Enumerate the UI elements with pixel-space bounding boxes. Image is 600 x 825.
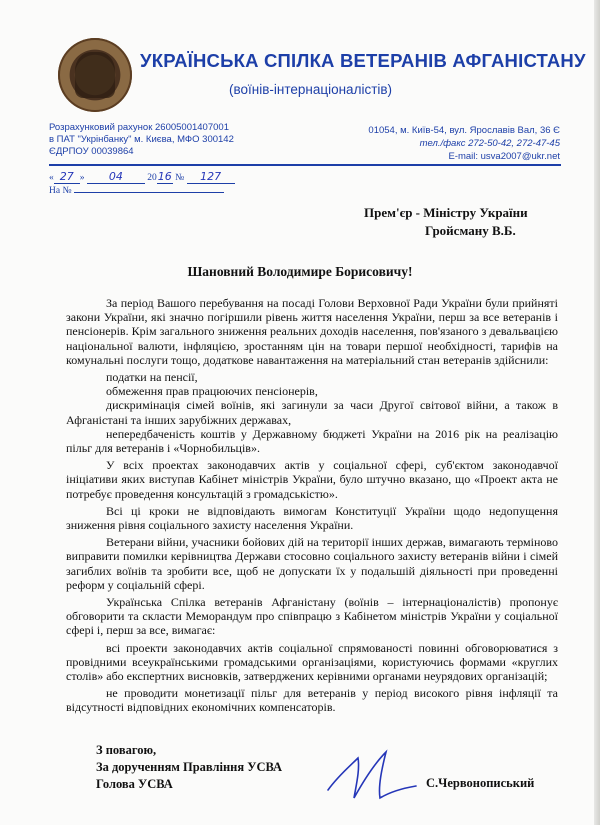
- body-paragraph: Ветерани війни, учасники бойових дій на території інших держав, вимагають терміново виправити помилки керівництва Держави стосовно соціального захисту ветеранів війни і сімей загиблих воїнів та зробити все, щоб не допускати їх у подальшій діяльності при проведенні реформ у соціальній сфері.: [66, 535, 558, 592]
- soldiers-figure-icon: [75, 52, 115, 98]
- list-item: дискримінація сімей воїнів, які загинули за часи Другої світової війни, а також в Афганістані та інших зарубіжних державах,: [66, 398, 558, 427]
- body-paragraph: Всі ці кроки не відповідають вимогам Конституції України щодо недопущення зниження рівня соціального захисту населення України.: [66, 503, 558, 533]
- reply-label: На №: [49, 186, 72, 196]
- body-paragraph: У всіх проектах законодавчих актів у соціальної сфері, суб'єктом законодавчої ініціативи яких виступав Кабінет міністрів України, було штучно вказано, що «Проект акта не потребує проведення консультацій з громадськістю».: [66, 458, 558, 501]
- closing-block: [96, 742, 282, 793]
- bank-details: [49, 122, 234, 158]
- salutation: Шановний Володимире Борисовичу!: [187, 264, 413, 279]
- reply-number-blank: [74, 192, 224, 193]
- recipient-block: [364, 204, 528, 240]
- closing-position: Голова УСВА: [96, 777, 173, 791]
- page-edge: [594, 0, 600, 825]
- signer-name: С.Червонописький: [426, 776, 535, 790]
- closing-authority: За дорученням Правління УСВА: [96, 760, 283, 774]
- demand-item: всі проекти законодавчих актів соціальної спрямованості повинні обговорюватися з провідними всеукраїнськими громадськими організаціями, користуючись формами «круглих столів» або експертних висновків, затверджених керівними органами неурядових організацій;: [66, 640, 558, 684]
- year-suffix: 16: [157, 170, 172, 183]
- email-line: E-mail: usva2007@ukr.net: [448, 151, 560, 162]
- bank-line: в ПАТ "Укрінбанку" м. Києва, МФО 300142: [49, 134, 234, 145]
- list-item: непередбаченість коштів у Державному бюджеті України на 2016 рік на реалізацію пільг для ветеранів і «Чорнобильців».: [66, 426, 558, 456]
- recipient-name: Гройсману В.Б.: [425, 223, 516, 238]
- org-address: [368, 124, 560, 163]
- list-item: обмеження прав працюючих пенсіонерів,: [106, 384, 318, 399]
- outgoing-number: 127: [187, 170, 235, 184]
- handwritten-signature: [320, 746, 420, 806]
- number-label: №: [175, 173, 185, 183]
- address-line: 01054, м. Київ-54, вул. Ярославів Вал, 36 Є: [368, 125, 560, 136]
- demand-item: не проводити монетизації пільг для ветеранів у період високого рівня інфляції та відсутності відповідних економічних компенсаторів.: [66, 686, 558, 715]
- recipient-title: Прем'єр - Міністру України: [364, 205, 528, 220]
- body-paragraph: За період Вашого перебування на посаді Голови Верховної Ради України були прийняті закони України, які значно погіршили рівень життя населення України, перш за все ветеранів і пенсіонерів. Крім загального зниження реальних доходів населення, пов'язаного з девальвацією національної валюти, інфляцією, зростанням цін на товари першої необхідності, тарифів на комунальні послуги тощо, додаткове навантаження на матеріальний стан ветеранів здійснили:: [66, 296, 558, 367]
- letterhead-divider: [49, 164, 561, 166]
- date-month: 04: [87, 170, 145, 184]
- bank-line: Розрахунковий рахунок 26005001407001: [49, 122, 229, 133]
- list-item: податки на пенсії,: [106, 370, 198, 385]
- outgoing-reference: « 27 » 04 2016 № 127: [49, 170, 235, 184]
- body-paragraph: Українська Спілка ветеранів Афганістану (воїнів – інтернаціоналістів) пропонує обговорити та скласти Меморандум про співпрацю з Кабінетом міністрів України у соціальної сфері і, перш за все, вимагає:: [66, 595, 558, 638]
- closing-regards: З повагою,: [96, 743, 157, 757]
- incoming-reference: [49, 186, 224, 196]
- org-subtitle: (воїнів-інтернаціоналістів): [229, 82, 393, 97]
- letter-body: [66, 296, 558, 718]
- year-prefix: 20: [147, 173, 157, 183]
- phone-line: тел./факс 272-50-42, 272-47-45: [419, 138, 560, 149]
- bank-line: ЄДРПОУ 00039864: [49, 146, 134, 157]
- org-title: УКРАЇНСЬКА СПІЛКА ВЕТЕРАНІВ АФГАНІСТАНУ: [140, 50, 586, 71]
- date-day: 27: [54, 170, 80, 184]
- org-emblem-logo: [58, 38, 132, 112]
